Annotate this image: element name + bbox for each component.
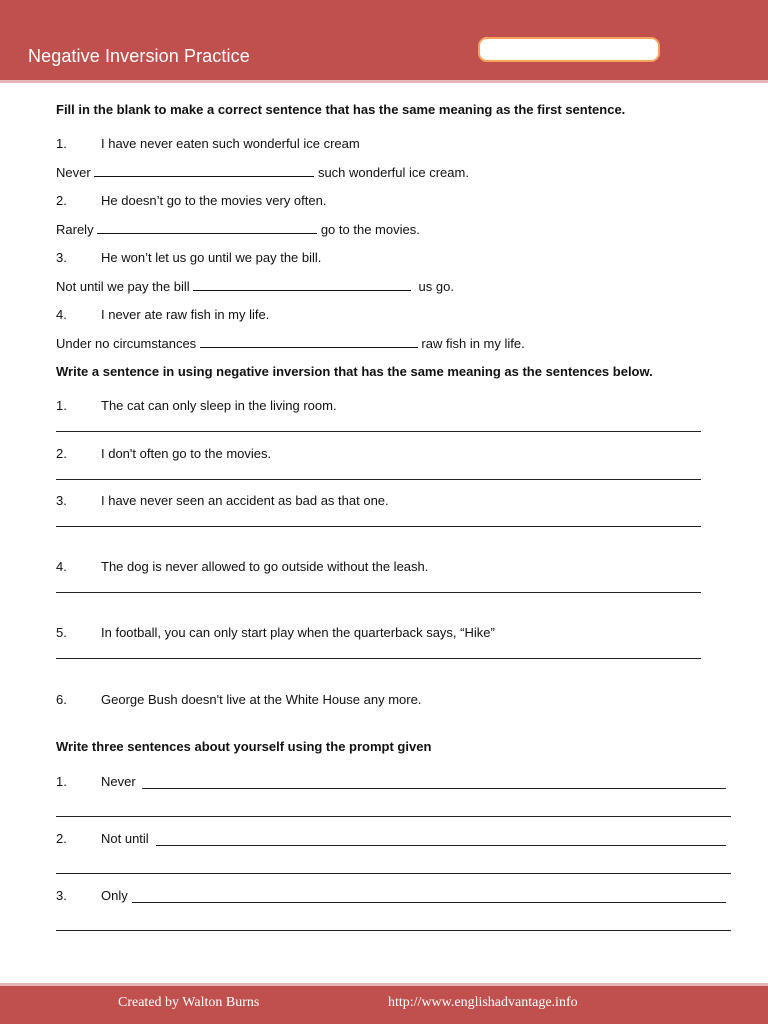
header-divider xyxy=(0,80,768,83)
answer-line[interactable] xyxy=(56,658,701,659)
answer-line[interactable] xyxy=(156,845,726,846)
s1-item-number: 4. xyxy=(56,307,67,322)
name-field-box[interactable] xyxy=(478,37,660,62)
answer-line[interactable] xyxy=(56,526,701,527)
s3-item-number: 2. xyxy=(56,831,67,846)
s2-item-number: 3. xyxy=(56,493,67,508)
s1-item-number: 2. xyxy=(56,193,67,208)
s2-item-number: 2. xyxy=(56,446,67,461)
s3-item-number: 3. xyxy=(56,888,67,903)
footer-author: Created by Walton Burns xyxy=(118,995,260,1010)
s2-item-number: 1. xyxy=(56,398,67,413)
s2-item-sentence: The cat can only sleep in the living room. xyxy=(101,398,337,413)
answer-line[interactable] xyxy=(56,930,731,931)
s1-item-prefix: Never xyxy=(56,165,91,180)
s1-item-line xyxy=(56,335,525,352)
answer-line[interactable] xyxy=(56,873,731,874)
s3-item-prompt: Only xyxy=(101,888,128,903)
answer-blank[interactable] xyxy=(94,164,314,177)
answer-line[interactable] xyxy=(56,592,701,593)
s1-item-line xyxy=(56,164,469,181)
footer-url-link[interactable]: http://www.englishadvantage.info xyxy=(388,995,578,1010)
footer-bar xyxy=(0,986,768,1024)
s3-item-prompt: Never xyxy=(101,774,136,789)
section2-instruction: Write a sentence in using negative inversion that has the same meaning as the sentences below. xyxy=(56,364,653,379)
answer-line[interactable] xyxy=(142,788,726,789)
s1-item-line xyxy=(56,278,454,295)
s1-item-suffix: go to the movies. xyxy=(320,222,420,237)
s2-item-number: 6. xyxy=(56,692,67,707)
section1-instruction: Fill in the blank to make a correct sentence that has the same meaning as the first sentence. xyxy=(56,102,626,117)
s2-item-sentence: George Bush doesn't live at the White House any more. xyxy=(101,692,422,707)
s1-item-prefix: Rarely xyxy=(56,222,94,237)
s1-item-sentence: He won’t let us go until we pay the bill. xyxy=(101,250,322,265)
s1-item-sentence: I never ate raw fish in my life. xyxy=(101,307,270,322)
s1-item-number: 3. xyxy=(56,250,67,265)
page-title: Negative Inversion Practice xyxy=(28,46,250,66)
answer-line[interactable] xyxy=(56,431,701,432)
s1-item-line xyxy=(56,221,420,238)
answer-blank[interactable] xyxy=(200,335,418,348)
s3-item-number: 1. xyxy=(56,774,67,789)
s1-item-number: 1. xyxy=(56,136,67,151)
s1-item-suffix: us go. xyxy=(418,279,454,294)
s1-item-sentence: I have never eaten such wonderful ice cream xyxy=(101,136,360,151)
s2-item-sentence: I have never seen an accident as bad as that one. xyxy=(101,493,389,508)
s1-item-sentence: He doesn’t go to the movies very often. xyxy=(101,193,327,208)
section3-instruction: Write three sentences about yourself using the prompt given xyxy=(56,739,432,754)
answer-line[interactable] xyxy=(56,816,731,817)
s2-item-number: 4. xyxy=(56,559,67,574)
s1-item-suffix: such wonderful ice cream. xyxy=(317,165,469,180)
answer-line[interactable] xyxy=(56,479,701,480)
s3-item-prompt: Not until xyxy=(101,831,149,846)
s1-item-suffix: raw fish in my life. xyxy=(421,336,525,351)
s1-item-prefix: Under no circumstances xyxy=(56,336,197,351)
answer-line[interactable] xyxy=(132,902,726,903)
s2-item-sentence: In football, you can only start play when the quarterback says, “Hike” xyxy=(101,625,495,640)
s1-item-prefix: Not until we pay the bill xyxy=(56,279,190,294)
answer-blank[interactable] xyxy=(97,221,317,234)
s2-item-sentence: The dog is never allowed to go outside without the leash. xyxy=(101,559,429,574)
s2-item-sentence: I don't often go to the movies. xyxy=(101,446,272,461)
answer-blank[interactable] xyxy=(193,278,411,291)
s2-item-number: 5. xyxy=(56,625,67,640)
